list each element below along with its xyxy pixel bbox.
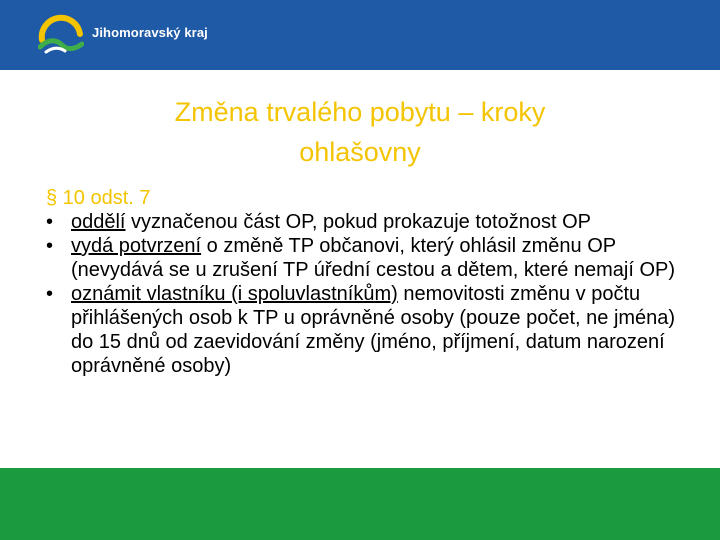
bullet-item-oddeli <box>46 210 686 234</box>
bullet-keyword: oznámit vlastníku (i spoluvlastníkům) <box>71 283 398 305</box>
bullet-icon: • <box>46 235 54 257</box>
slide-content <box>46 186 686 378</box>
bullet-text: o změně TP občanovi, který ohlásil změnu OP (nevydává se u zrušení TP úřední cestou a dětem, které nemají OP) <box>71 235 676 281</box>
bullet-item-oznamit-vlastniku <box>46 282 686 378</box>
bullet-text: nemovitosti změnu v počtu přihlášených osob k TP u oprávněné osoby (pouze počet, ne jména) do 15 dnů od zaevidování změny (jméno, příjmení, datum narození oprávněné osoby) <box>71 283 676 377</box>
jihomoravsky-kraj-logo-icon <box>38 14 84 54</box>
brand-name: Jihomoravský kraj <box>92 25 208 40</box>
bullet-item-vyda-potvrzeni <box>46 234 686 282</box>
section-reference: § 10 odst. 7 <box>46 187 151 209</box>
bullet-icon: • <box>46 211 54 233</box>
bullet-keyword: vydá potvrzení <box>71 235 202 257</box>
slide-title-line-2: ohlašovny <box>299 137 421 167</box>
bullet-list <box>46 210 686 378</box>
slide-title-line-1: Změna trvalého pobytu – kroky <box>174 97 546 127</box>
bullet-icon: • <box>46 283 54 305</box>
header-band <box>0 0 720 70</box>
footer-band <box>0 468 720 540</box>
bullet-text: vyznačenou část OP, pokud prokazuje totožnost OP <box>125 211 591 233</box>
slide-title <box>60 92 660 172</box>
bullet-keyword: oddělí <box>71 211 126 233</box>
